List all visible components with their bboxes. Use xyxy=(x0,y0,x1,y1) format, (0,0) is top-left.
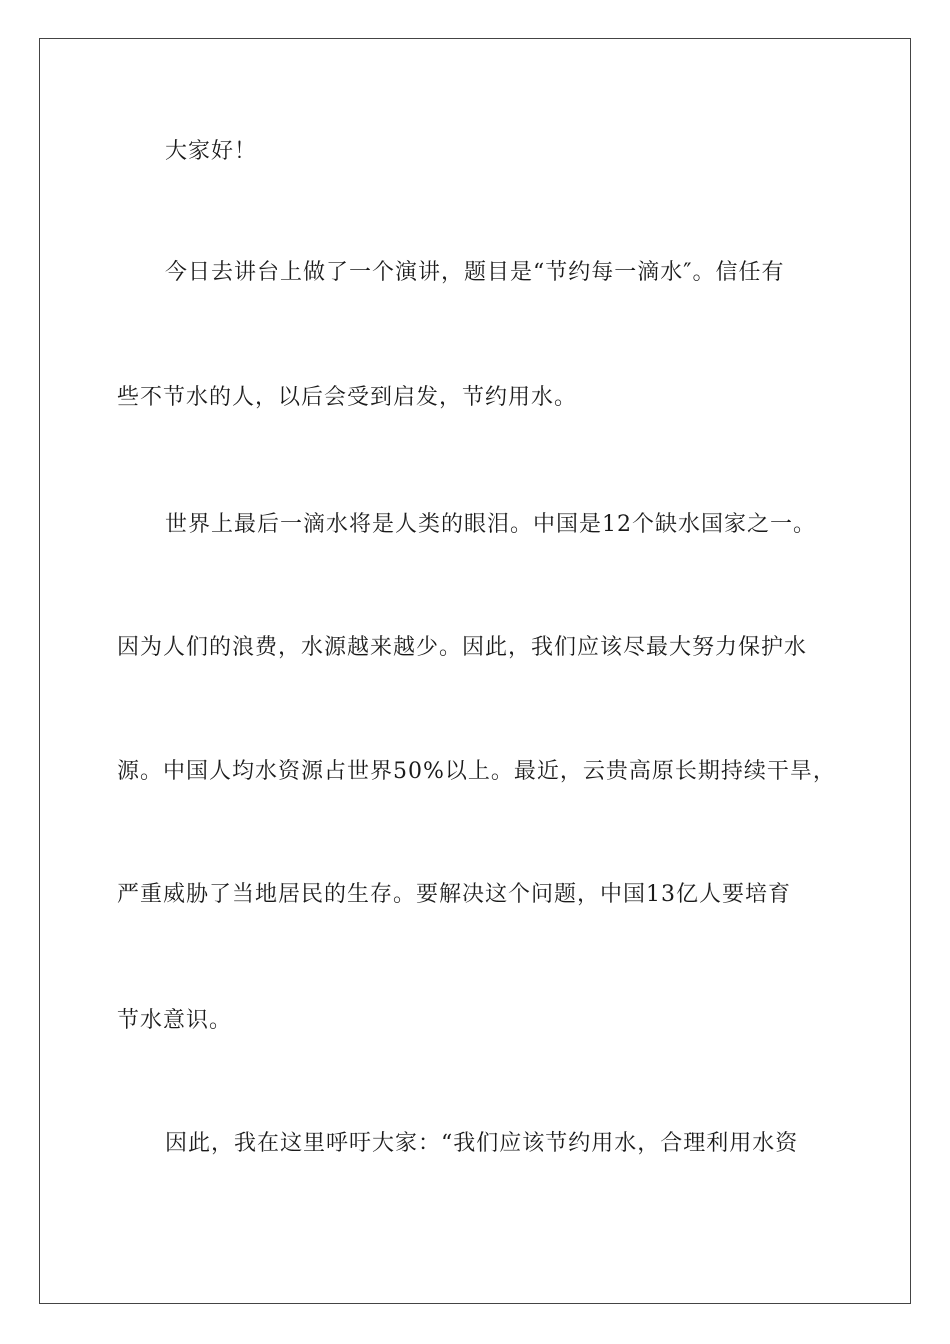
paragraph-1-line-2: 些不节水的人，以后会受到启发，节约用水。 xyxy=(117,385,578,410)
page-border xyxy=(39,38,911,1304)
paragraph-3-line-1: 因此，我在这里呼吁大家：“我们应该节约用水，合理利用水资 xyxy=(165,1131,799,1156)
paragraph-2-line-1: 世界上最后一滴水将是人类的眼泪。中国是12个缺水国家之一。 xyxy=(165,512,816,537)
paragraph-2-line-4: 严重威胁了当地居民的生存。要解决这个问题，中国13亿人要培育 xyxy=(117,882,791,907)
paragraph-2-line-5: 节水意识。 xyxy=(117,1008,233,1033)
paragraph-2-line-2: 因为人们的浪费，水源越来越少。因此，我们应该尽最大努力保护水 xyxy=(117,635,808,660)
paragraph-1-line-1: 今日去讲台上做了一个演讲，题目是“节约每一滴水″。信任有 xyxy=(165,260,785,285)
paragraph-2-line-3: 源。中国人均水资源占世界50%以上。最近，云贵高原长期持续干旱， xyxy=(117,759,836,784)
greeting-line: 大家好！ xyxy=(165,139,258,164)
